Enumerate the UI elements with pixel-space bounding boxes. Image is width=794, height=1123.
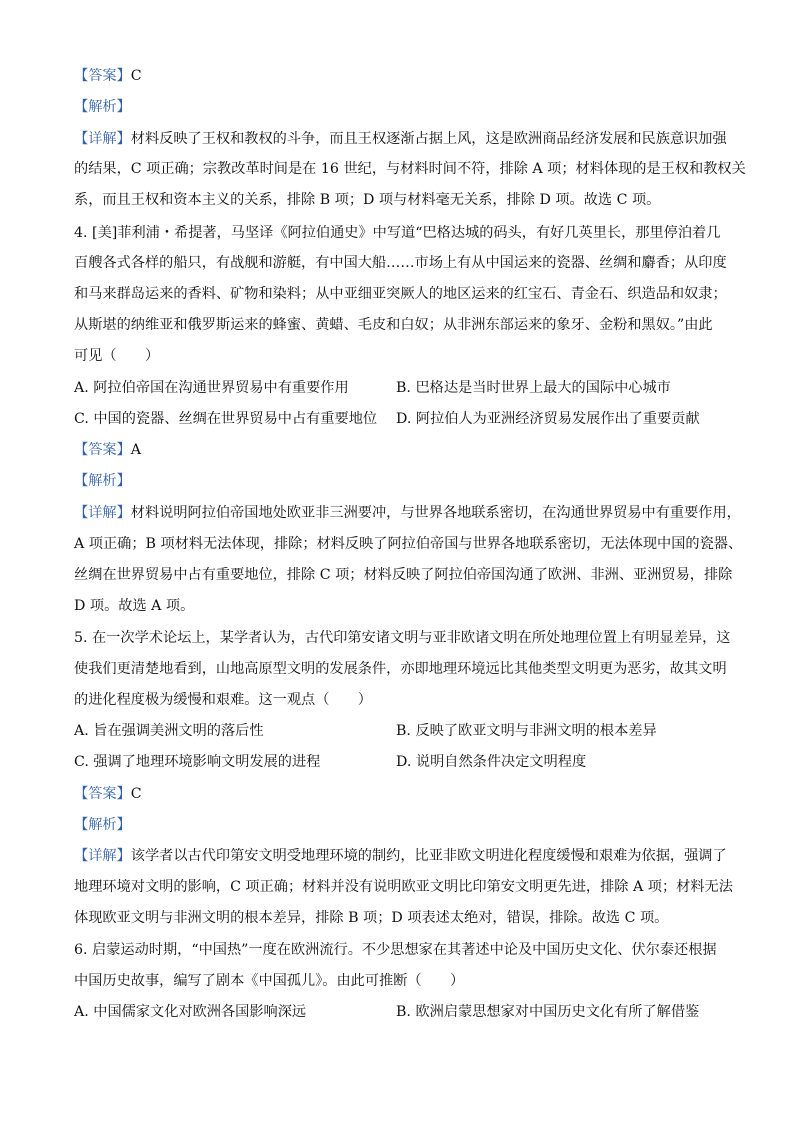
q5-analysis-tag: 【解析】 <box>74 817 131 833</box>
answer-tag: 【答案】 <box>74 786 131 802</box>
q4-option-d: D. 阿拉伯人为亚洲经济贸易发展作出了重要贡献 <box>396 411 700 427</box>
q5-stem-line-1: 5. 在一次学术论坛上，某学者认为，古代印第安诸文明与亚非欧诸文明在所处地理位置上有明显差异，这 <box>74 630 731 646</box>
q6-stem-line-2: 中国历史故事，编写了剧本《中国孤儿》。由此可推断（ ） <box>74 973 465 989</box>
q5-answer-line <box>74 784 142 804</box>
q4-detail-line-3: 丝绸在世界贸易中占有重要地位，排除 C 项；材料反映了阿拉伯帝国沟通了欧洲、非洲、亚洲贸易，排除 <box>74 567 733 583</box>
answer-tag: 【答案】 <box>74 68 131 84</box>
q6-option-a: A. 中国儒家文化对欧洲各国影响深远 <box>74 1004 307 1020</box>
q6-option-b: B. 欧洲启蒙思想家对中国历史文化有所了解借鉴 <box>396 1004 700 1020</box>
q4-answer-line <box>74 440 141 460</box>
detail-tag: 【详解】 <box>74 848 131 864</box>
q5-option-d: D. 说明自然条件决定文明程度 <box>396 754 587 770</box>
q5-detail-line-3: 体现欧亚文明与非洲文明的根本差异，排除 B 项；D 项表述太绝对，错误，排除。故选 C 项。 <box>74 910 669 926</box>
q4-option-c: C. 中国的瓷器、丝绸在世界贸易中占有重要地位 <box>74 411 378 427</box>
q5-option-a: A. 旨在强调美洲文明的落后性 <box>74 723 264 739</box>
q4-stem-line-1: 4. [美]菲利浦・希提著，马坚译《阿拉伯通史》中写道“巴格达城的码头，有好几英里长，那里停泊着几 <box>74 225 721 241</box>
q3-detail-line-2: 的结果，C 项正确；宗教改革时间是在 16 世纪，与材料时间不符，排除 A 项；材料体现的是王权和教权关 <box>74 161 746 177</box>
q5-option-c: C. 强调了地理环境影响文明发展的进程 <box>74 754 321 770</box>
answer-tag: 【答案】 <box>74 442 131 458</box>
detail-tag: 【详解】 <box>74 505 131 521</box>
q4-stem-line-5: 可见（ ） <box>74 348 160 364</box>
q4-stem-line-2: 百艘各式各样的船只，有战舰和游艇，有中国大船……市场上有从中国运来的瓷器、丝绸和麝香；从印度 <box>74 255 727 271</box>
q5-detail-line-1: 【详解】该学者以古代印第安文明受地理环境的制约，比亚非欧文明进化程度缓慢和艰难为依据，强调了 <box>74 848 727 864</box>
q6-stem-line-1: 6. 启蒙运动时期，“中国热”一度在欧洲流行。不少思想家在其著述中论及中国历史文化、伏尔泰还根据 <box>74 942 717 958</box>
q3-analysis-tag: 【解析】 <box>74 99 131 115</box>
q5-stem-line-3: 的进化程度极为缓慢和艰难。这一观点（ ） <box>74 692 372 708</box>
q4-stem-line-4: 从斯堪的纳维亚和俄罗斯运来的蜂蜜、黄蜡、毛皮和白奴；从非洲东部运来的象牙、金粉和黑奴。”由此 <box>74 317 713 333</box>
q4-detail-line-1: 【详解】材料说明阿拉伯帝国地处欧亚非三洲要冲，与世界各地联系密切，在沟通世界贸易中有重要作用， <box>74 505 741 521</box>
answer-value: A <box>130 442 142 458</box>
answer-value: C <box>130 786 142 802</box>
detail-tag: 【详解】 <box>74 131 131 147</box>
q3-detail-line-1: 【详解】材料反映了王权和教权的斗争，而且王权逐渐占据上风，这是欧洲商品经济发展和民族意识加强 <box>74 131 727 147</box>
q4-option-a: A. 阿拉伯帝国在沟通世界贸易中有重要作用 <box>74 380 349 396</box>
q5-stem-line-2: 使我们更清楚地看到，山地高原型文明的发展条件，亦即地理环境远比其他类型文明更为恶劣，故其文明 <box>74 661 727 677</box>
q4-analysis-tag: 【解析】 <box>74 473 131 489</box>
q4-option-b: B. 巴格达是当时世界上最大的国际中心城市 <box>396 380 671 396</box>
q4-stem-line-3: 和马来群岛运来的香料、矿物和染料；从中亚细亚突厥人的地区运来的红宝石、青金石、织造品和奴隶； <box>74 286 727 302</box>
answer-value: C <box>130 68 142 84</box>
q3-answer-line <box>74 66 142 86</box>
q5-detail-line-2: 地理环境对文明的影响，C 项正确；材料并没有说明欧亚文明比印第安文明更先进，排除 A 项；材料无法 <box>74 879 733 895</box>
q5-option-b: B. 反映了欧亚文明与非洲文明的根本差异 <box>396 723 657 739</box>
q4-detail-line-4: D 项。故选 A 项。 <box>74 598 195 614</box>
q3-detail-line-3: 系，而且王权和资本主义的关系，排除 B 项；D 项与材料毫无关系，排除 D 项。故选 C 项。 <box>74 192 661 208</box>
q4-detail-line-2: A 项正确；B 项材料无法体现，排除；材料反映了阿拉伯帝国与世界各地联系密切，无法体现中国的瓷器、 <box>74 536 743 552</box>
